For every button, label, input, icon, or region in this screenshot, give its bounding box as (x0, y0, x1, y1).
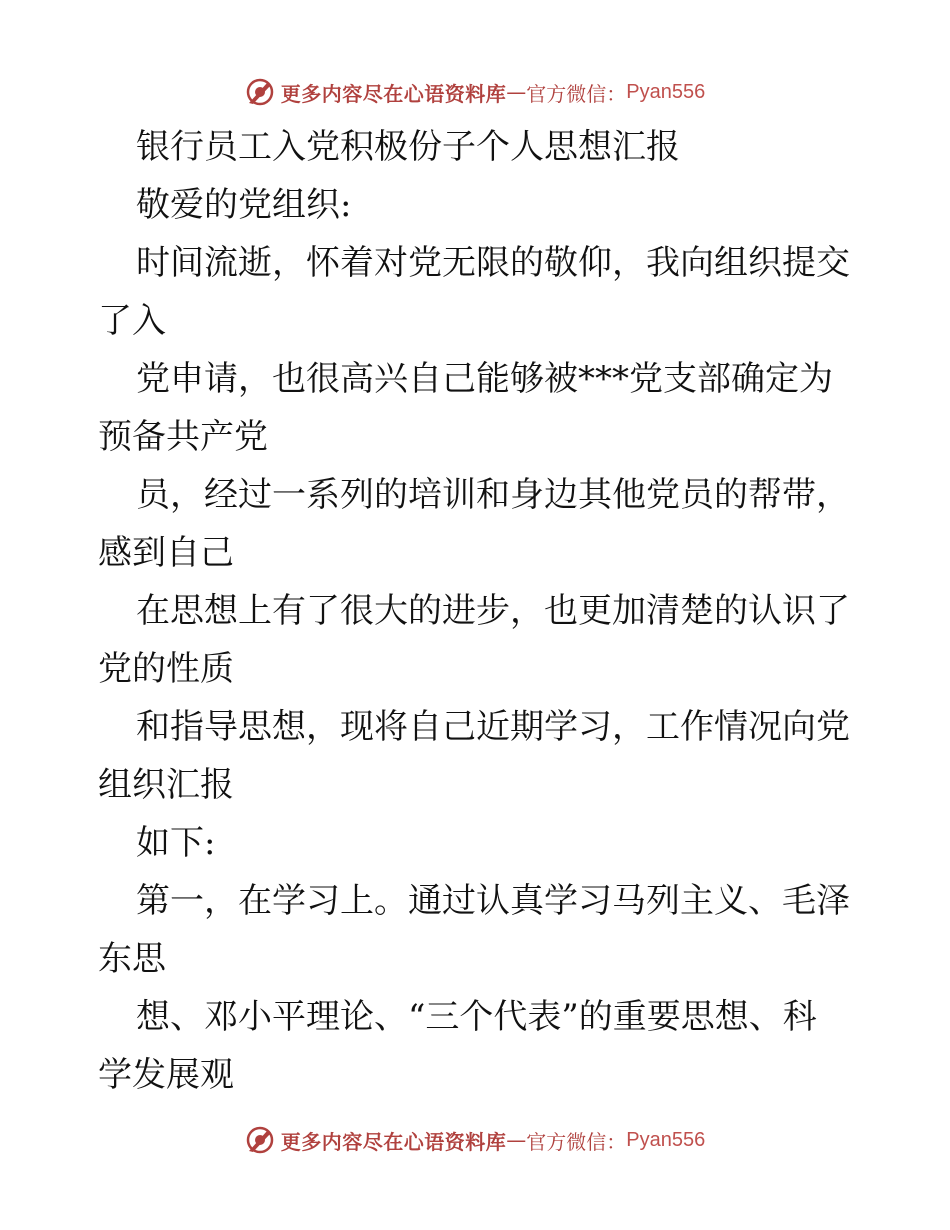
text-line: 党申请，也很高兴自己能够被***党支部确定为 (136, 359, 833, 399)
banner-site-text: 更多内容尽在心语资料库 (280, 81, 507, 106)
text-line: 和指导思想，现将自己近期学习，工作情况向党 (136, 707, 850, 747)
banner-site-text: 更多内容尽在心语资料库 (280, 1129, 507, 1154)
text-line: 在思想上有了很大的进步，也更加清楚的认识了 (136, 591, 850, 631)
text-line: 了入 (98, 301, 166, 341)
text-line: 党的性质 (98, 649, 234, 689)
banner-wechat-id: Pyan556 (626, 1128, 706, 1151)
text-line: 如下: (136, 823, 216, 863)
text-line: 第一，在学习上。通过认真学习马列主义、毛泽 (136, 881, 850, 921)
document-title: 银行员工入党积极份子个人思想汇报 (136, 127, 680, 167)
text-line: 预备共产党 (98, 417, 268, 457)
quill-circle-logo-icon (245, 1125, 275, 1155)
header-banner (0, 72, 950, 112)
banner-wechat-id: Pyan556 (626, 80, 706, 103)
text-line: 东思 (98, 939, 166, 979)
banner-separator: — (506, 1128, 527, 1152)
text-line: 组织汇报 (98, 765, 234, 805)
text-line: 想、邓小平理论、“三个代表”的重要思想、科 (136, 997, 817, 1037)
salutation: 敬爱的党组织: (136, 185, 352, 225)
text-line: 时间流逝，怀着对党无限的敬仰，我向组织提交 (136, 243, 850, 283)
text-line: 感到自己 (98, 533, 234, 573)
banner-wechat-label: 官方微信： (526, 81, 627, 106)
banner-wechat-label: 官方微信： (526, 1129, 627, 1154)
banner-separator: — (506, 80, 527, 104)
text-line: 学发展观 (98, 1055, 234, 1095)
text-line: 员，经过一系列的培训和身边其他党员的帮带， (136, 475, 850, 515)
quill-circle-logo-icon (245, 77, 275, 107)
footer-banner (0, 1120, 950, 1160)
